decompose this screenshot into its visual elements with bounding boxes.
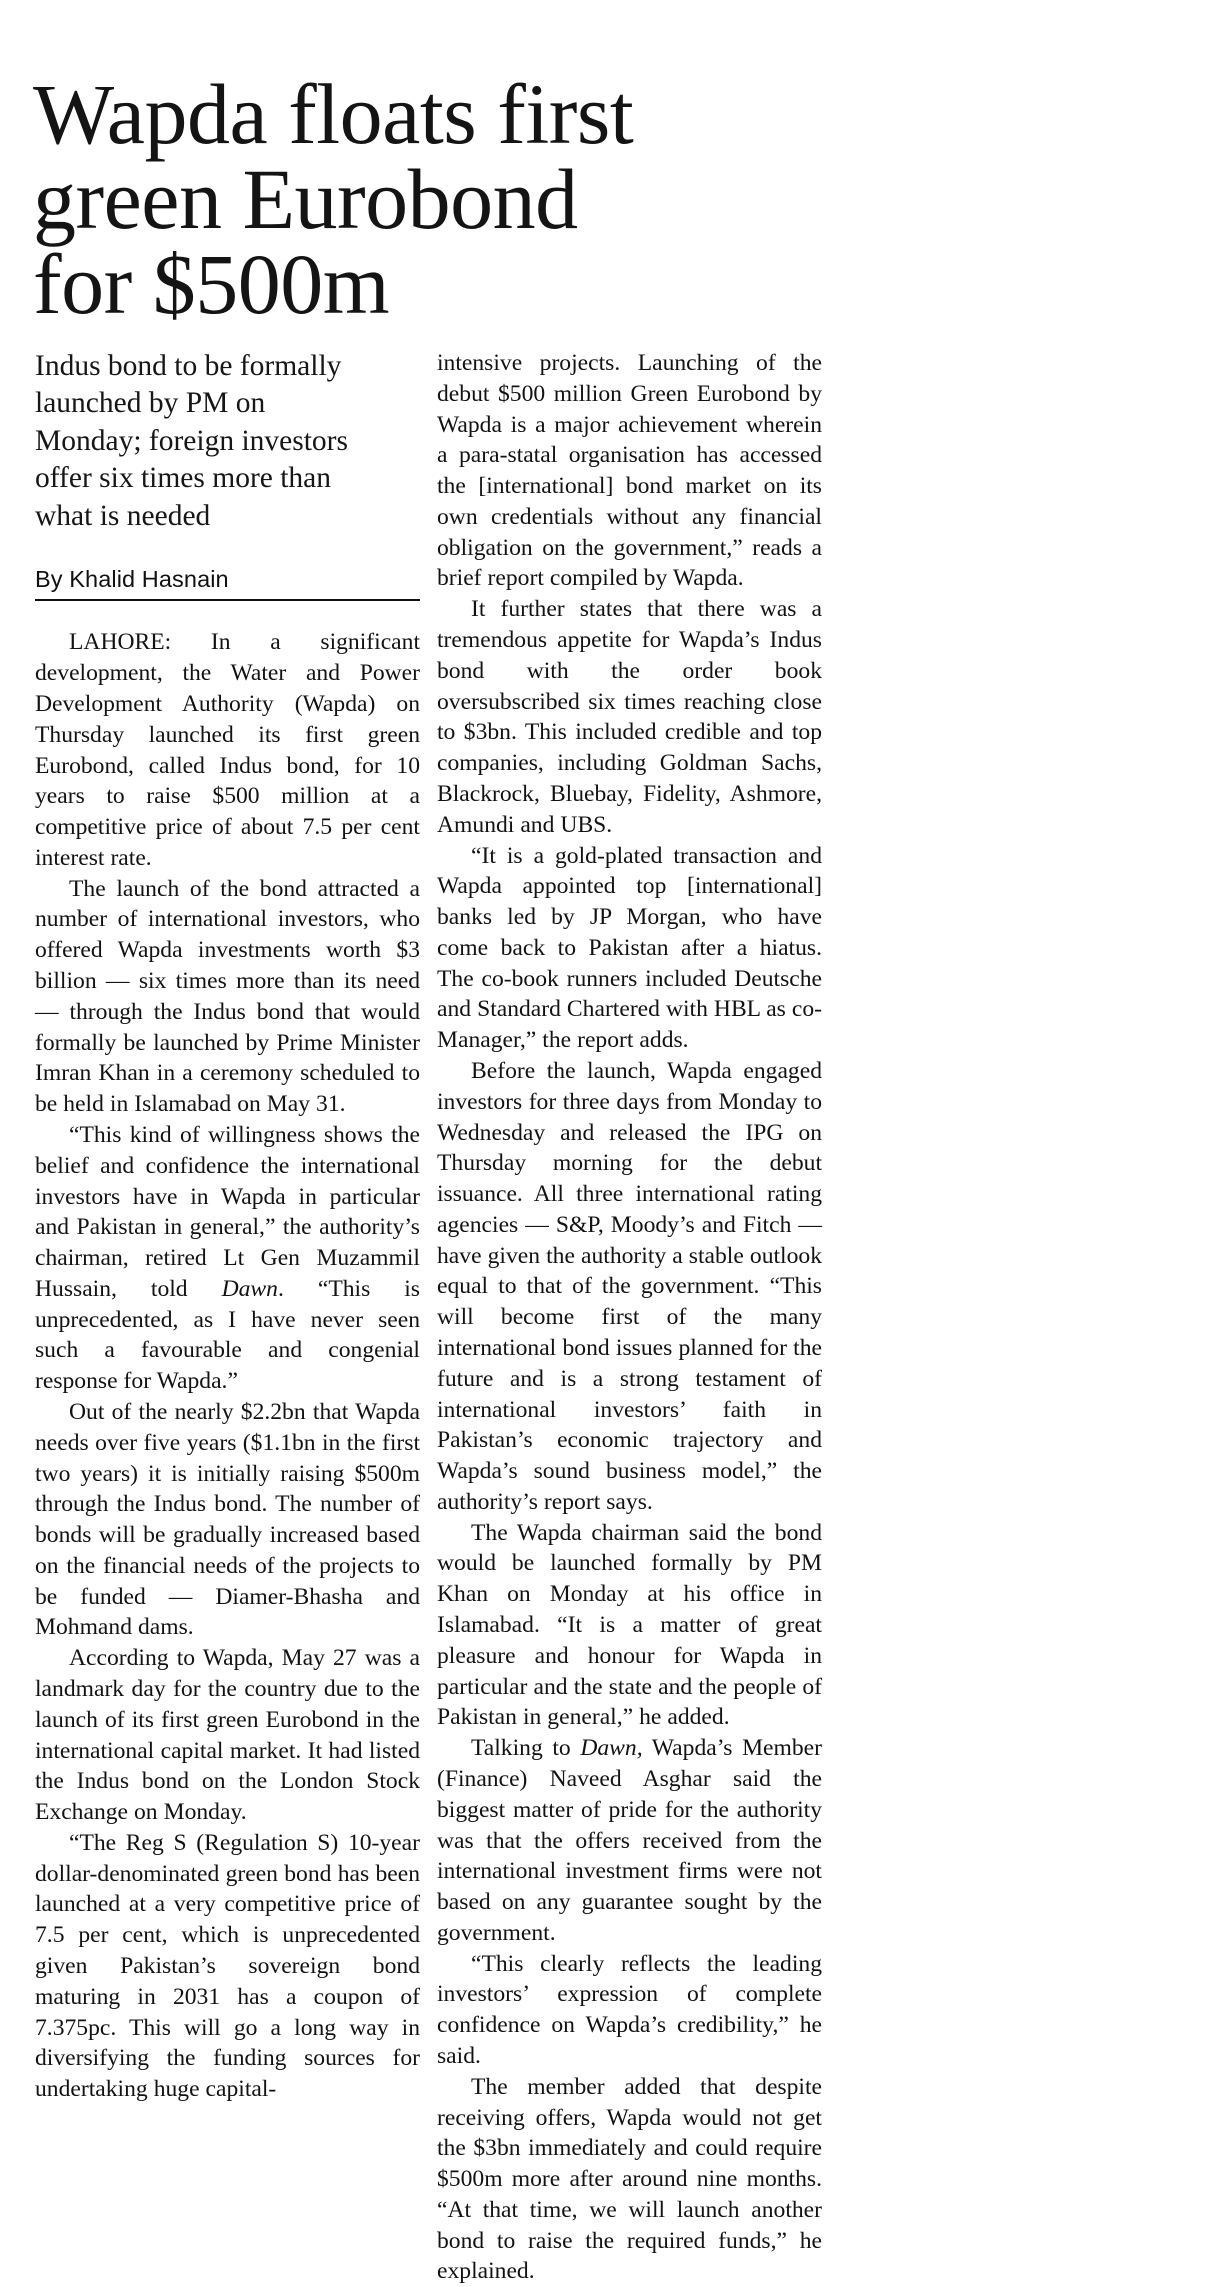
paragraph: The Wapda chairman said the bond would be launched formally by PM Khan on Monday at his office in Islamabad. “It is a matter of great pleasure and honour for Wapda in particular and the state and the people of Pakistan in general,” he added.	[437, 1519, 822, 1731]
publication-name: Dawn,	[580, 1735, 643, 1762]
paragraph: According to Wapda, May 27 was a landmark day for the country due to the launch of its first green Eurobond in the international capital market. It had listed the Indus bond on the London Stock Exchange on Monday.	[35, 1645, 420, 1826]
left-column-body	[35, 627, 420, 2105]
deck-line-5: what is needed	[35, 499, 211, 532]
headline-line-1: Wapda floats first	[33, 65, 634, 162]
publication-name: Dawn	[221, 1275, 278, 1302]
paragraph-tail: . “This is unprecedented, as I have never seen such a favourable and congenial response for Wapda.”	[35, 1275, 420, 1395]
article-deck	[35, 348, 420, 535]
paragraph-tail: Wapda’s Member (Finance) Naveed Asghar said the biggest matter of pride for the authority was that the offers received from the international investment firms were not based on any guarantee sought by the government.	[437, 1735, 822, 1946]
paragraph	[437, 1733, 822, 1948]
paragraph: Out of the nearly $2.2bn that Wapda needs over five years ($1.1bn in the first two years) it is initially raising $500m through the Indus bond. The number of bonds will be gradually increased based on the financial needs of the projects to be funded — Diamer-Bhasha and Mohmand dams.	[35, 1398, 420, 1641]
paragraph: “It is a gold-plated transaction and Wapda appointed top [international] banks led by JP Morgan, who have come back to Pakistan after a hiatus. The co-book runners included Deutsche and Standard Chartered with HBL as co-Manager,” the report adds.	[437, 842, 822, 1054]
left-column	[35, 348, 420, 2105]
deck-line-4: offer six times more than	[35, 462, 332, 495]
page-title	[33, 65, 793, 332]
paragraph: It further states that there was a tremendous appetite for Wapda’s Indus bond with the order book oversubscribed six times reaching close to $3bn. This included credible and top companies, including Goldman Sachs, Blackrock, Bluebay, Fidelity, Ashmore, Amundi and UBS.	[437, 596, 822, 838]
paragraph: “This clearly reflects the leading investors’ expression of complete confidence on Wapda’s credibility,” he said.	[437, 1950, 822, 2069]
deck-line-1: Indus bond to be formally	[35, 350, 342, 382]
deck-line-3: Monday; foreign investors	[35, 424, 348, 457]
deck-line-2: launched by PM on	[35, 387, 266, 420]
paragraph-head: Talking to	[471, 1735, 581, 1762]
paragraph-head: “This kind of willingness shows the belief and confidence the international investors have in Wapda in particular and Pakistan in general,” the authority’s chairman, retired Lt Gen Muzammil Hussain, told	[35, 1121, 420, 1302]
paragraph: The launch of the bond attracted a number of international investors, who offered Wapda investments worth $3 billion — six times more than its need — through the Indus bond that would formally be launched by Prime Minister Imran Khan in a ceremony scheduled to be held in Islamabad on May 31.	[35, 875, 420, 1118]
byline: By Khalid Hasnain	[35, 566, 229, 593]
paragraph: “The Reg S (Regulation S) 10-year dollar-denominated green bond has been launched at a very competitive price of 7.5 per cent, which is unprecedented given Pakistan’s sovereign bond maturing in 2031 has a coupon of 7.375pc. This will go a long way in diversifying the funding sources for undertaking huge capital-	[35, 1829, 420, 2103]
paragraph: LAHORE: In a significant development, the Water and Power Development Authority (Wapda) on Thursday launched its first green Eurobond, called Indus bond, for 10 years to raise $500 million at a competitive price of about 7.5 per cent interest rate.	[35, 629, 420, 871]
paragraph: intensive projects. Launching of the debut $500 million Green Eurobond by Wapda is a major achievement wherein a para-statal organisation has accessed the [international] bond market on its own credentials without any financial obligation on the government,” reads a brief report compiled by Wapda.	[437, 350, 822, 592]
paragraph: The member added that despite receiving offers, Wapda would not get the $3bn immediately and could require $500m more after around nine months. “At that time, we will launch another bond to raise the required funds,” he explained.	[437, 2073, 822, 2285]
right-column	[437, 348, 822, 2287]
right-column-body	[437, 348, 822, 2287]
headline-line-2: green Eurobond	[33, 150, 578, 247]
headline-line-3: for $500m	[33, 235, 390, 332]
byline-divider	[35, 599, 420, 601]
paragraph: Before the launch, Wapda engaged investors for three days from Monday to Wednesday and released the IPG on Thursday morning for the debut issuance. All three international rating agencies — S&P, Moody’s and Fitch — have given the authority a stable outlook equal to that of the government. “This will become first of the many international bond issues planned for the future and is a strong testament of international investors’ faith in Pakistan’s economic trajectory and Wapda’s sound business model,” the authority’s report says.	[437, 1057, 822, 1515]
paragraph	[35, 1120, 420, 1397]
